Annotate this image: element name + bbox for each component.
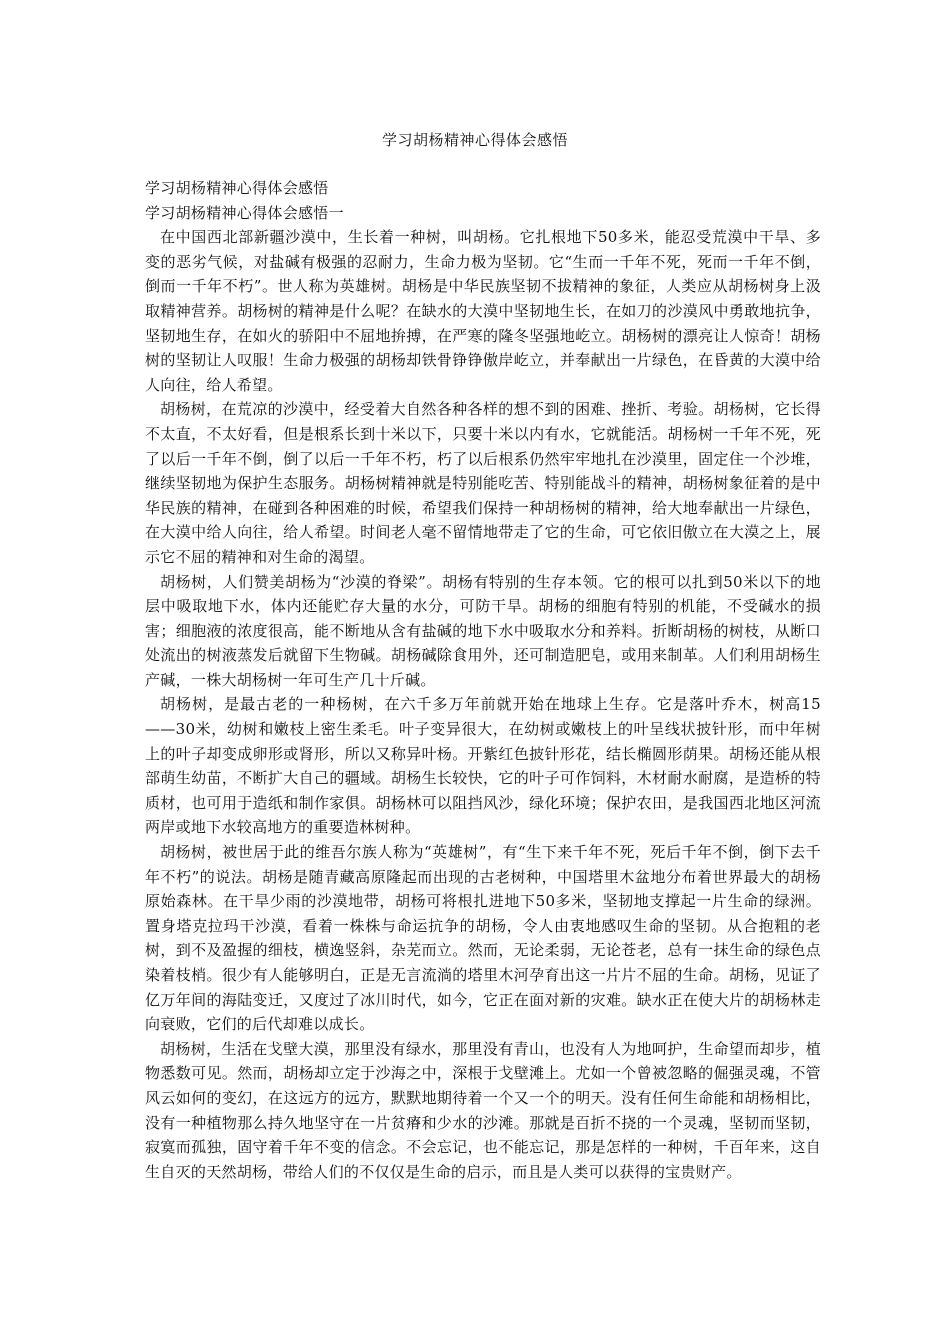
heading-line: 学习胡杨精神心得体会感悟 [145,179,329,197]
section-heading: 学习胡杨精神心得体会感悟一 [145,203,344,222]
paragraph-6: 胡杨树，生活在戈壁大漠，那里没有绿水，那里没有青山，也没有人为地呵护，生命望而却步，植物悉数可见。然而，胡杨却立定于沙海之中，深根于戈壁滩上。尤如一个曾被忽略的倔强灵魂，不管风云如何的变幻，在这远方的远方，默默地期待着一个又一个的明天。没有任何生命能和胡杨相比，没有一种植物那么持久地坚守在一片贫瘠和少水的沙滩。那就是百折不挠的一个灵魂，坚韧而坚韧，寂寞而孤独，固守着千年不变的信念。不会忘记，也不能忘记，那是怎样的一种树，千百年来，这自生自灭的天然胡杨，带给人们的不仅仅是生命的启示，而且是人类可以获得的宝贵财产。 [145,1039,821,1181]
paragraph-4: 胡杨树，是最古老的一种杨树，在六千多万年前就开始在地球上生存。它是落叶乔木，树高15——30米，幼树和嫩枝上密生柔毛。叶子变异很大，在幼树或嫩枝上的叶呈线状披针形，而中年树上的叶子却变成卵形或肾形，所以又称异叶杨。开紫红色披针形花，结长椭圆形荫果。胡杨还能从根部萌生幼苗，不断扩大自己的疆域。胡杨生长较快，它的叶子可作饲料，木材耐水耐腐，是造桥的特质材，也可用于造纸和制作家俱。胡杨林可以阻挡风沙，绿化环境；保护农田，是我国西北地区河流两岸或地下水较高地方的重要造林树种。 [145,695,821,837]
paragraph-3: 胡杨树，人们赞美胡杨为“沙漠的脊梁”。胡杨有特别的生存本领。它的根可以扎到50米以下的地层中吸取地下水，体内还能贮存大量的水分，可防干旱。胡杨的细胞有特别的机能，不受碱水的损害；细胞液的浓度很高，能不断地从含有盐碱的地下水中吸取水分和养料。折断胡杨的树枝，从断口处流出的树液蒸发后就留下生物碱。胡杨碱除食用外，还可制造肥皂，或用来制革。人们利用胡杨生产碱，一株大胡杨树一年可生产几十斤碱。 [145,572,821,689]
document-title: 学习胡杨精神心得体会感悟 [381,131,568,149]
paragraph-5: 胡杨树，被世居于此的维吾尔族人称为“英雄树”，有“生下来千年不死，死后千年不倒，倒下去千年不朽”的说法。胡杨是随青藏高原隆起而出现的古老树种，中国塔里木盆地分布着世界最大的胡杨原始森林。在干旱少雨的沙漠地带，胡杨可将根扎进地下50多米，坚韧地支撑起一片生命的绿洲。置身塔克拉玛干沙漠，看着一株株与命运抗争的胡杨，令人由衷地感叹生命的坚韧。从合抱粗的老树，到不及盈握的细枝，横逸竖斜，杂芜而立。然而，无论柔弱，无论苍老，总有一抹生命的绿色点染着枝梢。很少有人能够明白，正是无言流淌的塔里木河孕育出这一片片不屈的生命。胡杨，见证了亿万年间的海陆变迁，又度过了冰川时代，如今，它正在面对新的灾难。缺水正在使大片的胡杨林走向衰败，它们的后代却难以成长。 [145,843,821,1034]
document-body [145,176,821,1184]
paragraph-2: 胡杨树，在荒凉的沙漠中，经受着大自然各种各样的想不到的困难、挫折、考验。胡杨树，它长得不太直，不太好看，但是根系长到十米以下，只要十米以内有水，它就能活。胡杨树一千年不死，死了以后一千年不倒，倒了以后一千年不朽，朽了以后根系仍然牢牢地扎在沙漠里，固定住一个沙堆，继续坚韧地为保护生态服务。胡杨树精神就是特别能吃苦、特别能战斗的精神，胡杨树象征着的是中华民族的精神，在碰到各种困难的时候，希望我们保持一种胡杨树的精神，给大地奉献出一片绿色，在大漠中给人向往，给人希望。时间老人毫不留情地带走了它的生命，可它依旧傲立在大漠之上，展示它不屈的精神和对生命的渴望。 [145,400,821,566]
paragraph-1: 在中国西北部新疆沙漠中，生长着一种树，叫胡杨。它扎根地下50多米，能忍受荒漠中干旱、多变的恶劣气候，对盐碱有极强的忍耐力，生命力极为坚韧。它“生而一千年不死，死而一千年不倒，倒而一千年不朽”。世人称为英雄树。胡杨是中华民族坚韧不拔精神的象征，人类应从胡杨树身上汲取精神营养。胡杨树的精神是什么呢？在缺水的大漠中坚韧地生长，在如刀的沙漠风中勇敢地抗争，坚韧地生存，在如火的骄阳中不屈地拚搏，在严寒的隆冬坚强地屹立。胡杨树的漂亮让人惊奇！胡杨树的坚韧让人叹服！生命力极强的胡杨却铁骨铮铮傲岸屹立，并奉献出一片绿色，在昏黄的大漠中给人向往，给人希望。 [145,228,821,394]
